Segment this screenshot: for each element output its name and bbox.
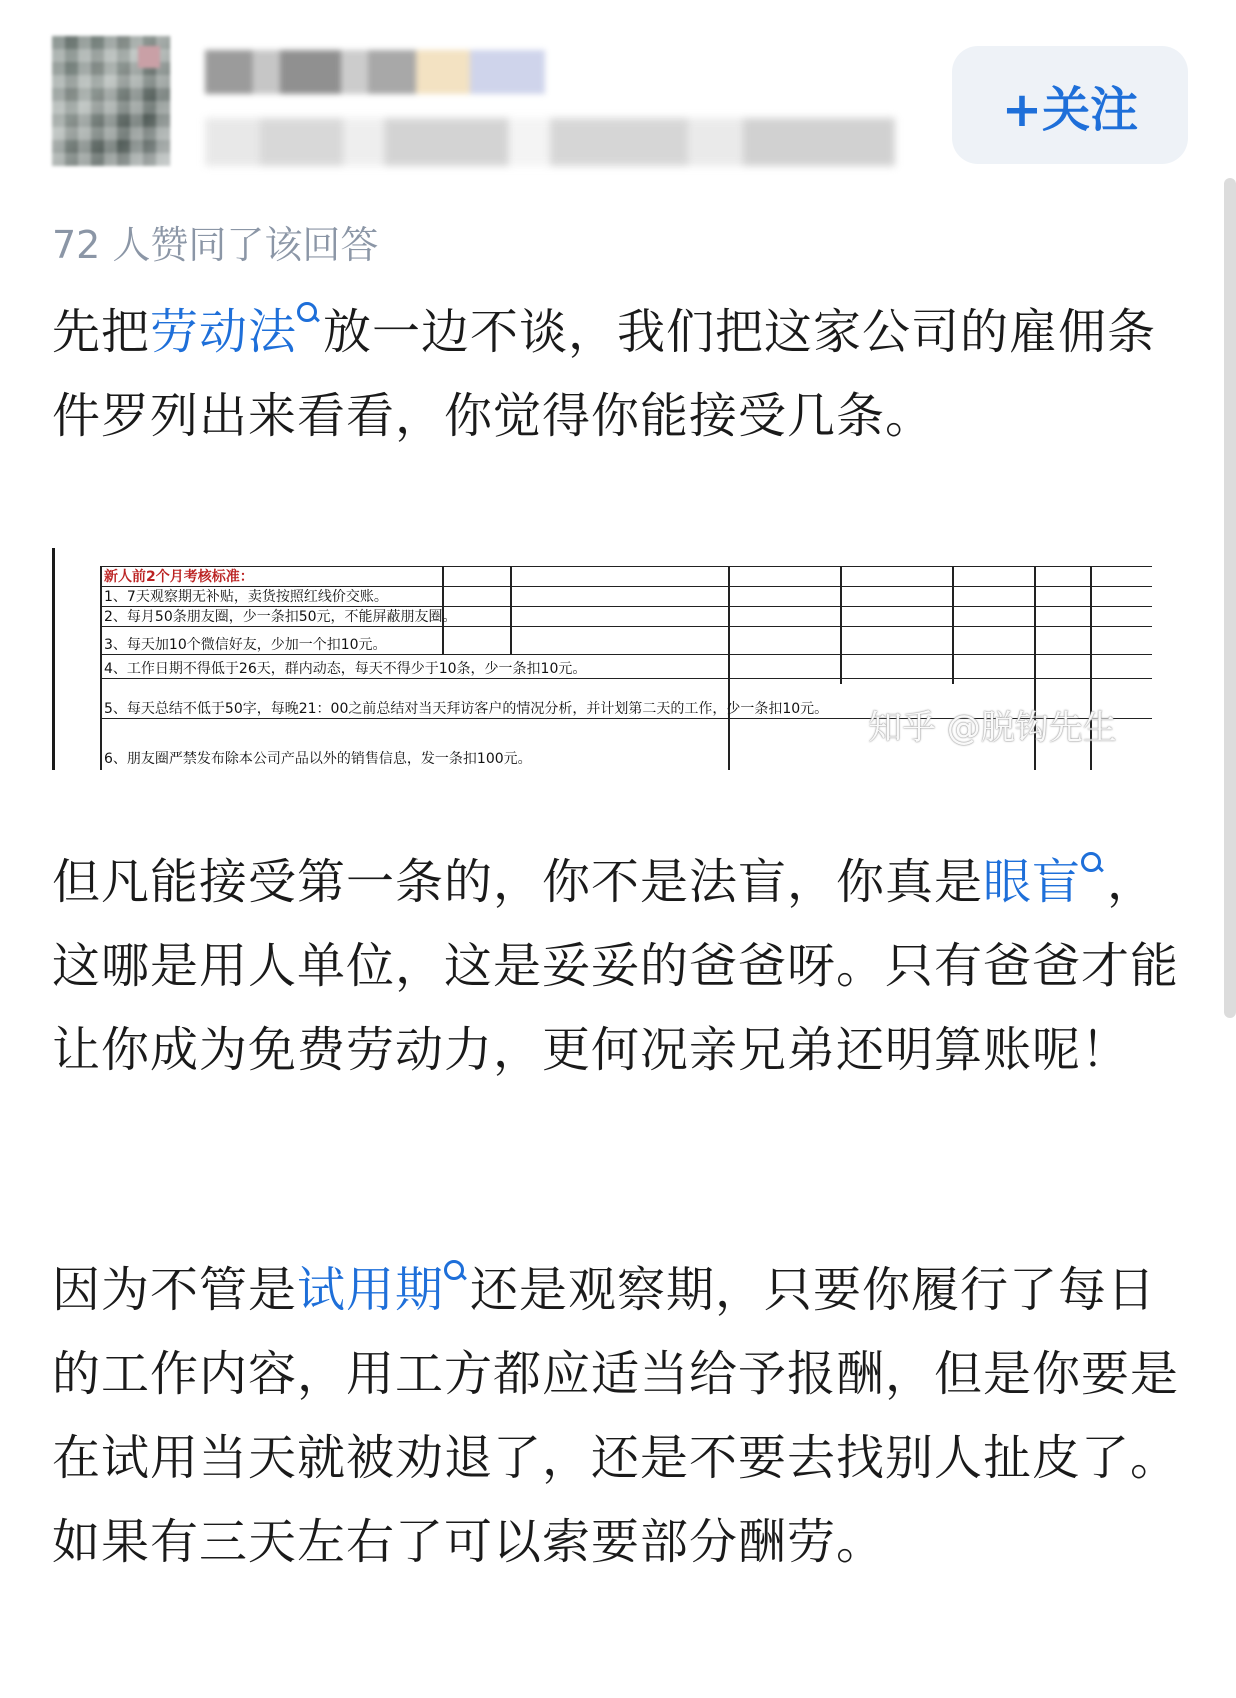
author-bio-blurred	[205, 118, 895, 166]
search-icon	[1081, 852, 1103, 874]
search-link-probation[interactable]	[297, 1262, 470, 1318]
table-cell: 4、工作日期不得低于26天，群内动态，每天不得少于10条，少一条扣10元。	[104, 661, 587, 677]
author-name-blurred[interactable]	[205, 50, 545, 94]
table-cell: 2、每月50条朋友圈，少一条扣50元，不能屏蔽朋友圈。	[104, 609, 457, 625]
answer-paragraph-2	[52, 840, 1182, 1092]
table-cell: 5、每天总结不低于50字，每晚21：00之前总结对当天拜访客户的情况分析，并计划第二天的工作，少一条扣10元。	[104, 701, 829, 717]
table-row	[100, 566, 1152, 587]
image-watermark: 知乎 @脱钩先生	[868, 708, 1117, 748]
link-label[interactable]: 眼盲	[983, 854, 1082, 910]
vote-count: 72 人赞同了该回答	[52, 223, 379, 267]
table-row	[100, 654, 1152, 679]
scrollbar[interactable]	[1224, 178, 1236, 1018]
author-avatar[interactable]	[52, 36, 170, 166]
paragraph-text: 放一边不谈，我们把这家公司的雇佣条件罗列出来看看，你觉得你能接受几条。	[52, 304, 1157, 444]
link-label[interactable]: 劳动法	[150, 304, 298, 360]
answer-paragraph-1	[52, 290, 1182, 458]
table-row	[100, 606, 1152, 627]
answer-paragraph-3	[52, 1248, 1182, 1584]
table-cell: 新人前2个月考核标准：	[104, 569, 254, 585]
follow-button[interactable]: +关注	[952, 46, 1188, 164]
paragraph-text: 但凡能接受第一条的，你不是法盲，你真是	[52, 854, 984, 910]
table-row	[100, 586, 1152, 607]
paragraph-text: 还是观察期，只要你履行了每日的工作内容，用工方都应适当给予报酬，但是你要是在试用当天就被劝退了，还是不要去找别人扯皮了。如果有三天左右了可以索要部分酬劳。	[52, 1262, 1180, 1570]
avatar-badge	[138, 46, 160, 68]
table-cell: 3、每天加10个微信好友，少加一个扣10元。	[104, 637, 387, 653]
search-icon	[444, 1260, 466, 1282]
table-cell: 6、朋友圈严禁发布除本公司产品以外的销售信息，发一条扣100元。	[104, 751, 532, 767]
image-left-border	[52, 548, 55, 770]
search-link-blind[interactable]	[983, 854, 1107, 910]
search-link-labor-law[interactable]	[150, 304, 323, 360]
search-icon	[297, 302, 319, 324]
link-label[interactable]: 试用期	[297, 1262, 445, 1318]
paragraph-text: 先把	[52, 304, 151, 360]
paragraph-text: ，这哪是用人单位，这是妥妥的爸爸呀。只有爸爸才能让你成为免费劳动力，更何况亲兄弟还明算账呢！	[52, 854, 1180, 1078]
paragraph-text: 因为不管是	[52, 1262, 298, 1318]
author-header	[0, 0, 1236, 190]
table-row	[100, 626, 1152, 655]
table-cell: 1、7天观察期无补贴，卖货按照红线价交账。	[104, 589, 388, 605]
